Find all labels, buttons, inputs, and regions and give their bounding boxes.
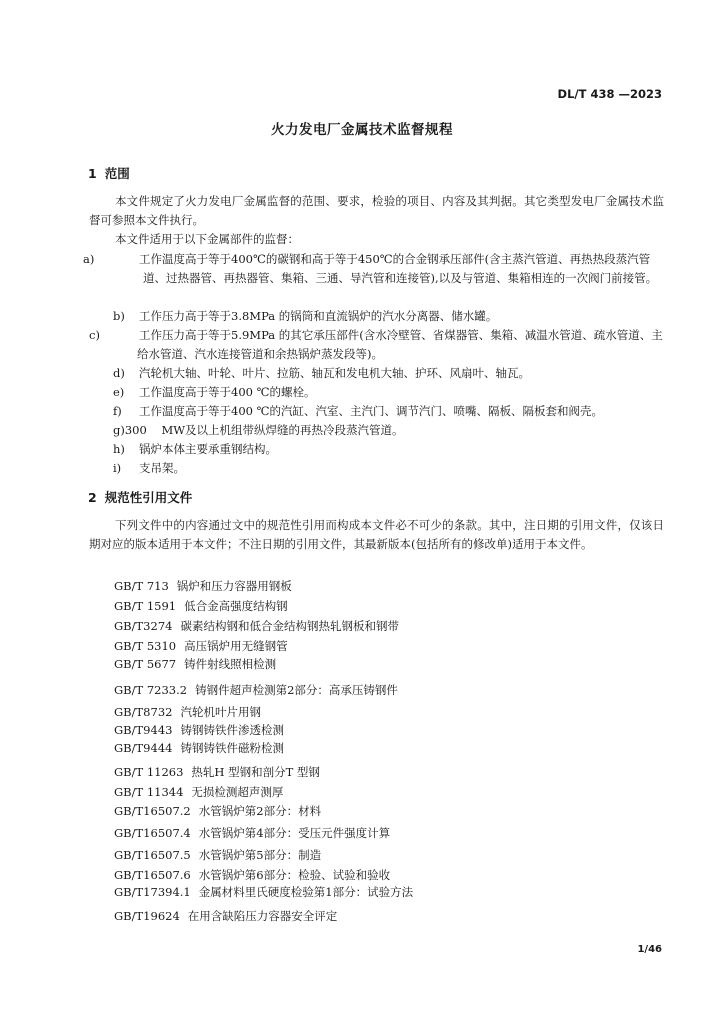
reference-item [114,884,664,900]
reference-title: 铸钢铸铁件渗透检测 [180,723,284,737]
reference-title: 无损检测超声测厚 [191,785,284,799]
section-title: 范围 [104,166,130,181]
list-item-text: 工作温度高于等于400℃的碳钢和高于等于450℃的合金钢承压部件(含主蒸汽管道、再热热段蒸汽管道、过热器管、再热器管、集箱、三通、导汽管和连接管),以及与管道、集箱相连的一次阀门前接管。 [139,252,658,285]
reference-title: 水管锅炉第6部分：检验、试验和验收 [198,868,391,882]
reference-code: GB/T 5310 [114,639,177,653]
reference-title: 水管锅炉第5部分：制造 [198,848,322,862]
list-item-text: 工作压力高于等于5.9MPa 的其它承压部件(含水冷壁管、省煤器管、集箱、减温水管道、疏水管道、主给水管道、汽水连接管道和余热锅炉蒸发段等)。 [137,328,663,361]
reference-title: 水管锅炉第4部分：受压元件强度计算 [198,826,391,840]
section-1-paragraph: 本文件规定了火力发电厂金属监督的范围、要求，检验的项目、内容及其判据。其它类型发电厂金属技术监督可参照本文件执行。 [89,194,664,227]
reference-title: 高压锅炉用无缝钢管 [184,639,288,653]
reference-title: 汽轮机叶片用钢 [180,705,261,719]
reference-item [114,682,664,698]
reference-title: 碳素结构钢和低合金结构钢热轧钢板和钢带 [180,619,399,633]
list-item-text: 工作温度高于等于400 ℃的螺栓。 [139,385,316,399]
reference-code: GB/T 5677 [114,657,177,671]
list-item-text: 支吊架。 [139,461,185,475]
reference-code: GB/T 7233.2 [114,683,188,697]
reference-item [114,908,664,924]
reference-item [114,847,664,863]
list-item [113,421,665,440]
list-item [113,440,665,459]
section-number: 1 [88,166,97,181]
reference-title: 热轧H 型钢和剖分T 型钢 [191,765,320,779]
list-item [83,250,665,288]
reference-item [114,867,664,883]
list-item-text: 工作压力高于等于3.8MPa 的锅筒和直流锅炉的汽水分离器、储水罐。 [139,309,498,323]
list-item [89,326,665,364]
standard-code: DL/T 438 —2023 [557,87,662,101]
list-item-label: d) [113,366,125,380]
reference-item [114,656,664,672]
reference-code: GB/T 713 [114,579,169,593]
reference-item [114,722,664,738]
reference-item [114,598,664,614]
reference-title: 水管锅炉第2部分：材料 [198,804,322,818]
reference-code: GB/T16507.6 [114,868,191,882]
reference-code: GB/T 1591 [114,599,177,613]
reference-code: GB/T 11263 [114,765,184,779]
list-item-label: g)300 [113,423,147,437]
section-1-heading [88,164,130,182]
section-2-heading [88,488,192,506]
reference-code: GB/T17394.1 [114,885,191,899]
list-item-text: 锅炉本体主要承重钢结构。 [139,442,277,456]
reference-code: GB/T 11344 [114,785,184,799]
reference-title: 金属材料里氏硬度检验第1部分：试验方法 [198,885,414,899]
reference-item [114,784,664,800]
reference-code: GB/T3274 [114,619,173,633]
reference-item [114,704,664,720]
reference-title: 低合金高强度结构钢 [184,599,288,613]
list-item [113,307,665,326]
reference-code: GB/T16507.4 [114,826,191,840]
reference-item [114,618,664,634]
reference-title: 铸件射线照相检测 [184,657,277,671]
reference-title: 在用含缺陷压力容器安全评定 [187,909,338,923]
reference-item [114,764,664,780]
reference-item [114,638,664,654]
section-2-paragraph: 下列文件中的内容通过文中的规范性引用而构成本文件必不可少的条款。其中，注日期的引用文件，仅该日期对应的版本适用于本文件；不注日期的引用文件，其最新版本(包括所有的修改单)适用于本文件。 [89,518,664,551]
list-item [113,459,665,478]
document-title: 火力发电厂金属技术监督规程 [271,122,453,138]
list-item-label: h) [113,442,125,456]
reference-code: GB/T8732 [114,705,173,719]
reference-item [114,825,664,841]
list-item [113,402,665,421]
reference-item [114,803,664,819]
reference-code: GB/T16507.5 [114,848,191,862]
list-item [113,383,665,402]
list-item-text: 工作温度高于等于400 ℃的汽缸、汽室、主汽门、调节汽门、喷嘴、隔板、隔板套和阀壳。 [139,404,603,418]
list-item-label: a) [83,252,95,266]
reference-title: 铸钢铸铁件磁粉检测 [180,741,284,755]
list-item-label: e) [113,385,125,399]
section-title: 规范性引用文件 [104,490,193,505]
list-item-text: 汽轮机大轴、叶轮、叶片、拉筋、轴瓦和发电机大轴、护环、风扇叶、轴瓦。 [139,366,530,380]
list-item-label: c) [89,328,100,342]
section-number: 2 [88,490,97,505]
list-item-label: b) [113,309,125,323]
reference-code: GB/T9444 [114,741,173,755]
reference-item [114,740,664,756]
reference-title: 铸钢件超声检测第2部分：高承压铸钢件 [195,683,398,697]
list-item-label: i) [113,461,122,475]
reference-title: 锅炉和压力容器用钢板 [176,579,292,593]
list-item-text: MW及以上机组带纵焊缝的再热冷段蒸汽管道。 [161,423,404,437]
reference-code: GB/T9443 [114,723,173,737]
reference-code: GB/T16507.2 [114,804,191,818]
page-number: 1/46 [637,944,662,955]
list-item-label: f) [113,404,122,418]
section-1-intro: 本文件适用于以下金属部件的监督： [115,232,299,246]
reference-code: GB/T19624 [114,909,180,923]
list-item [113,364,665,383]
reference-item [114,578,664,594]
